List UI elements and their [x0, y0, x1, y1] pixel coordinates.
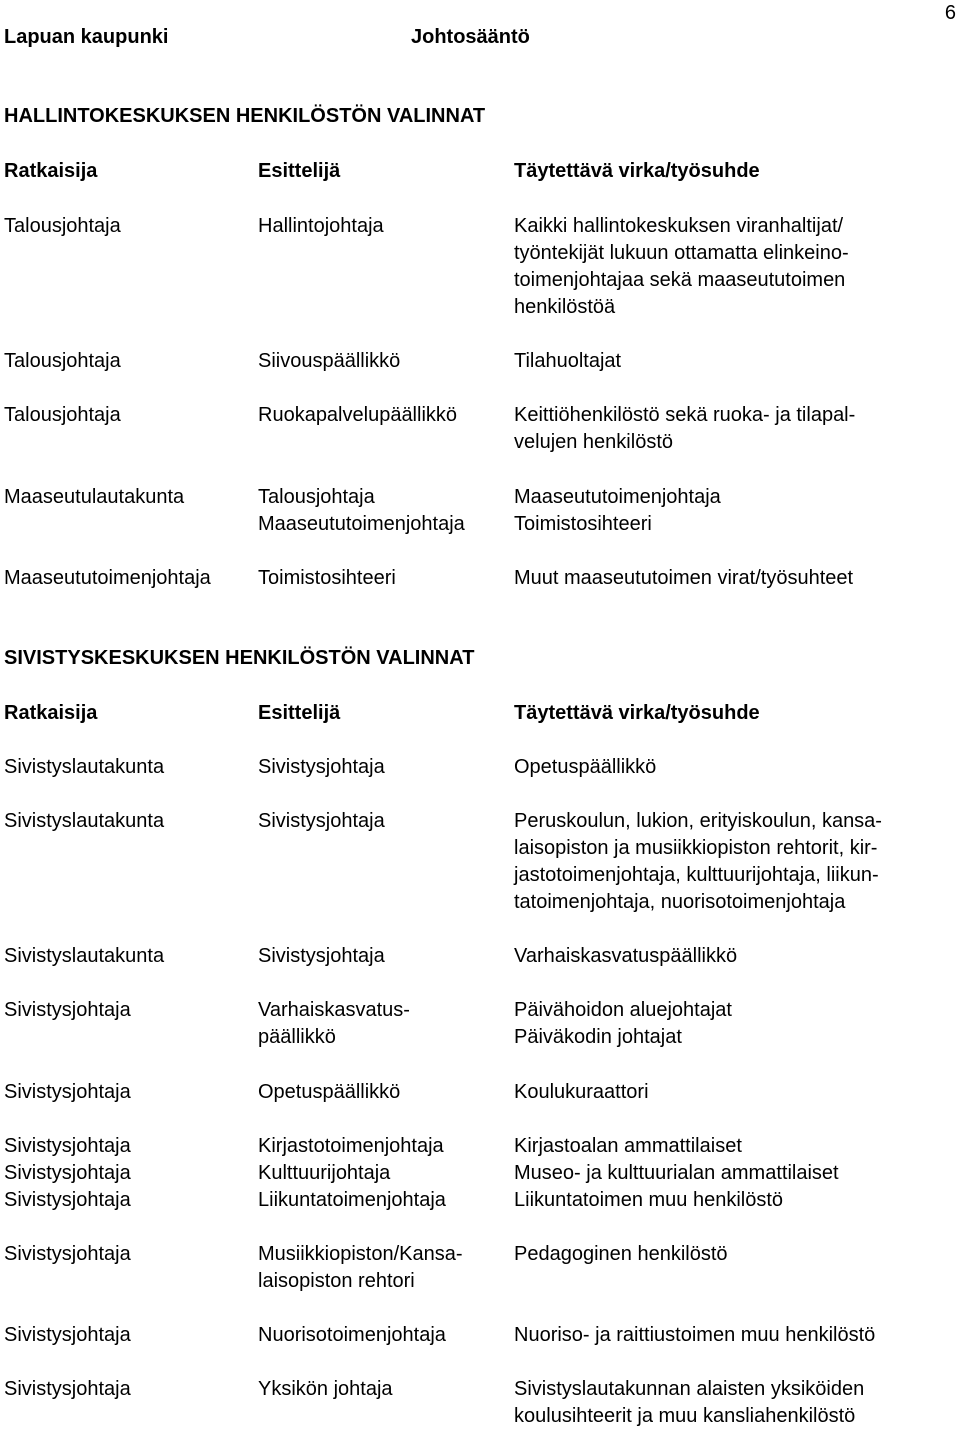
- cell-esittelija: Hallintojohtaja: [258, 215, 384, 237]
- cell-ratkaisija: Talousjohtaja: [4, 350, 121, 372]
- cell-esittelija: Sivistysjohtaja: [258, 756, 385, 778]
- cell-ratkaisija: Sivistysjohtaja: [4, 1243, 131, 1265]
- document-title: Johtosääntö: [411, 26, 530, 48]
- cell-esittelija: Toimistosihteeri: [258, 567, 396, 589]
- column-headers: [0, 158, 960, 185]
- cell-esittelija: Talousjohtaja Maaseututoimenjohtaja: [258, 486, 465, 535]
- cell-virka: Keittiöhenkilöstö sekä ruoka- ja tilapal- velujen henkilöstö: [514, 404, 856, 453]
- cell-virka: Kaikki hallintokeskuksen viranhaltijat/ työntekijät lukuun ottamatta elinkeino- toimenjohtajaa sekä maaseututoimen henkilöstöä: [514, 215, 849, 318]
- page-number: 6: [944, 2, 956, 24]
- organization-name: Lapuan kaupunki: [4, 26, 169, 48]
- cell-virka: Maaseututoimenjohtaja Toimistosihteeri: [514, 486, 721, 535]
- cell-esittelija: Nuorisotoimenjohtaja: [258, 1324, 446, 1346]
- column-header-esittelija: Esittelijä: [258, 160, 341, 182]
- cell-esittelija: Yksikön johtaja: [258, 1378, 393, 1400]
- cell-esittelija: Sivistysjohtaja: [258, 945, 385, 967]
- cell-ratkaisija: Sivistysjohtaja: [4, 1324, 131, 1346]
- cell-virka: Opetuspäällikkö: [514, 756, 657, 778]
- cell-ratkaisija: Sivistysjohtaja Sivistysjohtaja Sivistysjohtaja: [4, 1135, 131, 1211]
- cell-esittelija: Sivistysjohtaja: [258, 810, 385, 832]
- cell-esittelija: Musiikkiopiston/Kansa- laisopiston rehtori: [258, 1243, 463, 1292]
- column-header-ratkaisija: Ratkaisija: [4, 702, 98, 724]
- column-header-esittelija: Esittelijä: [258, 702, 341, 724]
- section-title-hallintokeskus: HALLINTOKESKUKSEN HENKILÖSTÖN VALINNAT: [4, 105, 486, 127]
- cell-virka: Pedagoginen henkilöstö: [514, 1243, 728, 1265]
- cell-virka: Tilahuoltajat: [514, 350, 622, 372]
- cell-ratkaisija: Maaseutulautakunta: [4, 486, 185, 508]
- cell-ratkaisija: Sivistyslautakunta: [4, 756, 165, 778]
- cell-virka: Nuoriso- ja raittiustoimen muu henkilöstö: [514, 1324, 876, 1346]
- section-title-sivistyskeskus: SIVISTYSKESKUKSEN HENKILÖSTÖN VALINNAT: [4, 647, 475, 669]
- column-header-virka: Täytettävä virka/työsuhde: [514, 160, 760, 182]
- cell-ratkaisija: Maaseututoimenjohtaja: [4, 567, 211, 589]
- cell-ratkaisija: Talousjohtaja: [4, 404, 121, 426]
- cell-esittelija: Varhaiskasvatus- päällikkö: [258, 999, 410, 1048]
- cell-esittelija: Kirjastotoimenjohtaja Kulttuurijohtaja Liikuntatoimenjohtaja: [258, 1135, 446, 1211]
- cell-virka: Kirjastoalan ammattilaiset Museo- ja kulttuurialan ammattilaiset Liikuntatoimen muu henkilöstö: [514, 1135, 839, 1211]
- cell-ratkaisija: Sivistysjohtaja: [4, 999, 131, 1021]
- cell-virka: Varhaiskasvatuspäällikkö: [514, 945, 738, 967]
- cell-virka: Sivistyslautakunnan alaisten yksiköiden koulusihteerit ja muu kansliahenkilöstö: [514, 1378, 865, 1427]
- cell-virka: Peruskoulun, lukion, erityiskoulun, kansa- laisopiston ja musiikkiopiston rehtorit, kir- jastotoimenjohtaja, kulttuurijohtaja, liikun- tatoimenjohtaja, nuorisotoimenjohtaja: [514, 810, 882, 913]
- cell-ratkaisija: Sivistysjohtaja: [4, 1378, 131, 1400]
- column-headers: [0, 700, 960, 727]
- cell-ratkaisija: Sivistysjohtaja: [4, 1081, 131, 1103]
- column-header-ratkaisija: Ratkaisija: [4, 160, 98, 182]
- cell-ratkaisija: Sivistyslautakunta: [4, 810, 165, 832]
- cell-virka: Koulukuraattori: [514, 1081, 649, 1103]
- cell-esittelija: Ruokapalvelupäällikkö: [258, 404, 458, 426]
- cell-virka: Päivähoidon aluejohtajat Päiväkodin johtajat: [514, 999, 732, 1048]
- cell-virka: Muut maaseututoimen virat/työsuhteet: [514, 567, 854, 589]
- cell-esittelija: Opetuspäällikkö: [258, 1081, 401, 1103]
- cell-esittelija: Siivouspäällikkö: [258, 350, 401, 372]
- column-header-virka: Täytettävä virka/työsuhde: [514, 702, 760, 724]
- cell-ratkaisija: Sivistyslautakunta: [4, 945, 165, 967]
- cell-ratkaisija: Talousjohtaja: [4, 215, 121, 237]
